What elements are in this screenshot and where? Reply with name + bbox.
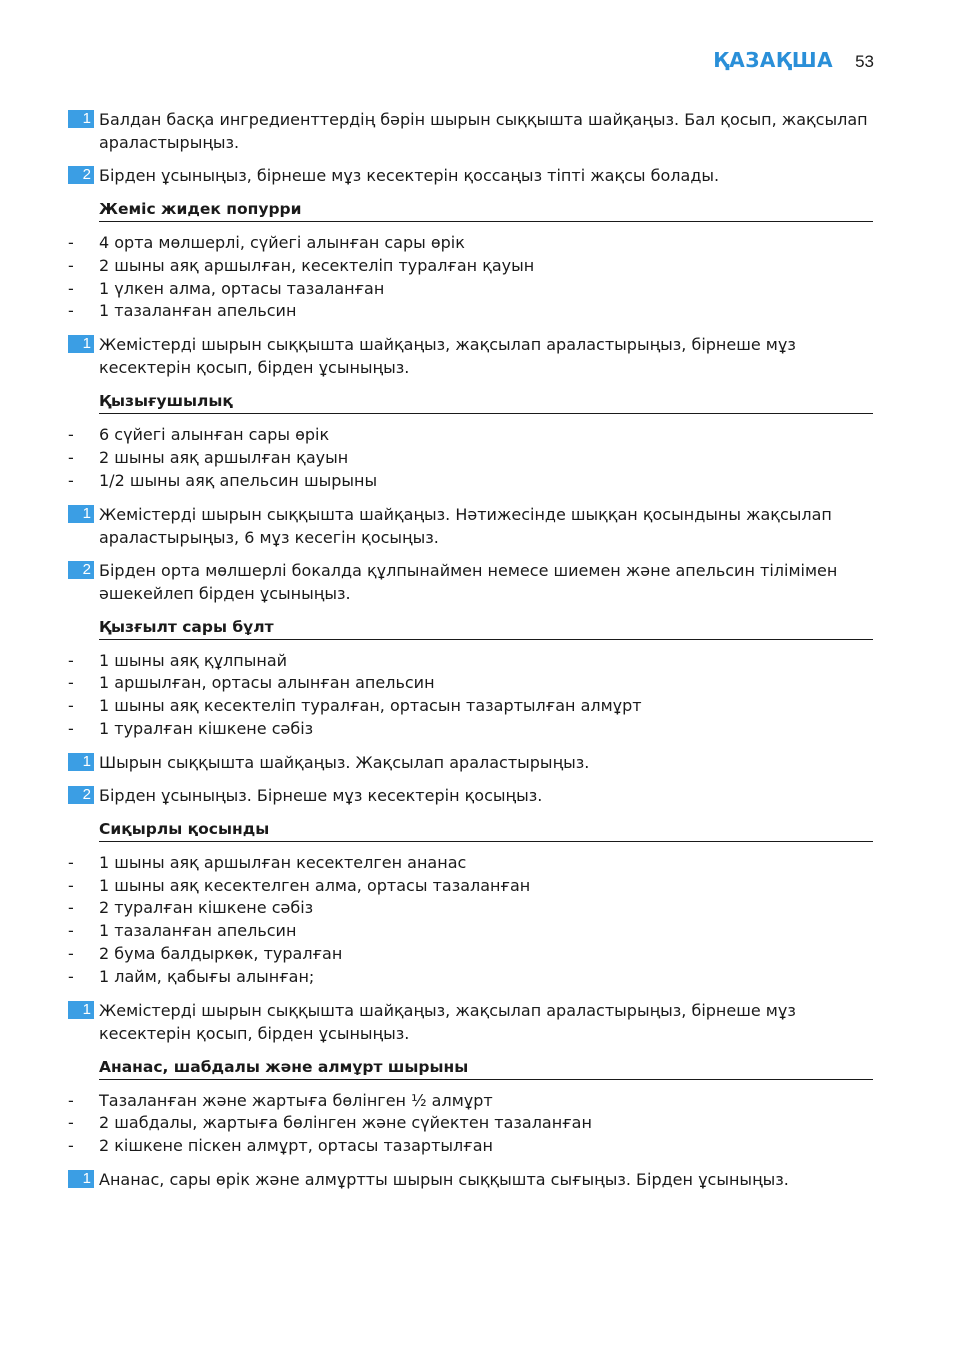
recipe-section (68, 817, 873, 1045)
step-text: Жемістерді шырын сыққышта шайқаңыз, жақсылап араластырыңыз, бірнеше мұз кесектерін қосып, бірден ұсыныңыз. (99, 335, 796, 378)
ingredient-item (68, 255, 873, 278)
ingredient-text: 1 үлкен алма, ортасы тазаланған (99, 278, 385, 298)
step-number-badge: 1 (68, 335, 94, 353)
list-dash: - (68, 1113, 74, 1133)
page-number: 53 (855, 52, 874, 71)
ingredient-text: Тазаланған және жартыға бөлінген ½ алмұрт (99, 1090, 493, 1110)
step-text: Бірден орта мөлшерлі бокалда құлпынаймен немесе шиемен және апельсин тілімімен әшекейлеп бірден ұсыныңыз. (99, 560, 838, 603)
recipe-section (68, 615, 873, 807)
list-dash: - (68, 696, 74, 716)
ingredient-item (68, 920, 873, 943)
ingredient-item (68, 650, 873, 673)
list-dash: - (68, 301, 74, 321)
ingredient-item (68, 1135, 873, 1158)
ingredient-item (68, 875, 873, 898)
ingredient-item (68, 897, 873, 920)
list-dash: - (68, 1136, 74, 1156)
list-dash: - (68, 921, 74, 941)
list-dash: - (68, 470, 74, 490)
step-item (68, 333, 873, 379)
step-text: Шырын сыққышта шайқаңыз. Жақсылап араластырыңыз. (99, 752, 590, 772)
ingredient-item (68, 1112, 873, 1135)
step-text: Ананас, сары өрік және алмұртты шырын сыққышта сығыңыз. Бірден ұсыныңыз. (99, 1169, 789, 1189)
ingredient-text: 2 кішкене піскен алмұрт, ортасы тазартылған (99, 1136, 493, 1156)
ingredient-item (68, 300, 873, 323)
ingredient-text: 1 тазаланған апельсин (99, 301, 297, 321)
step-item (68, 108, 873, 154)
ingredient-text: 2 шабдалы, жартыға бөлінген және сүйектен тазаланған (99, 1113, 592, 1133)
recipe-title: Ананас, шабдалы және алмұрт шырыны (99, 1055, 873, 1080)
step-number-badge: 2 (68, 786, 94, 804)
step-number-badge: 1 (68, 1001, 94, 1019)
recipe-section (68, 197, 873, 379)
ingredient-text: 1/2 шыны аяқ апельсин шырыны (99, 470, 378, 490)
ingredient-text: 1 шыны аяқ құлпынай (99, 650, 288, 670)
list-dash: - (68, 898, 74, 918)
step-text: Бірден ұсыныңыз. Бірнеше мұз кесектерін қосыңыз. (99, 785, 543, 805)
list-dash: - (68, 255, 74, 275)
page-header (713, 48, 874, 72)
recipe-title: Сиқырлы қосынды (99, 817, 873, 842)
ingredient-item (68, 695, 873, 718)
list-dash: - (68, 966, 74, 986)
step-item (68, 1168, 873, 1191)
step-text: Жемістерді шырын сыққышта шайқаңыз. Нәтижесінде шыққан қосындыны жақсылап араластырыңыз, 6 мұз кесегін қосыңыз. (99, 504, 832, 547)
ingredient-item (68, 966, 873, 989)
ingredient-text: 4 орта мөлшерлі, сүйегі алынған сары өрік (99, 233, 465, 252)
ingredient-text: 1 шыны аяқ кесектелген алма, ортасы тазаланған (99, 875, 531, 895)
list-dash: - (68, 425, 74, 445)
ingredient-list (68, 852, 873, 989)
step-text: Бірден ұсыныңыз, бірнеше мұз кесектерін қоссаңыз тіпті жақсы болады. (99, 166, 720, 185)
ingredient-text: 1 шыны аяқ аршылған кесектелген ананас (99, 852, 467, 872)
ingredient-list (68, 232, 873, 323)
step-number-badge: 2 (68, 561, 94, 579)
recipe-title: Жеміс жидек попурри (99, 197, 873, 222)
step-number-badge: 1 (68, 753, 94, 771)
step-number-badge: 1 (68, 505, 94, 523)
ingredient-list (68, 650, 873, 741)
ingredient-item (68, 278, 873, 301)
list-dash: - (68, 233, 74, 252)
ingredient-text: 1 тазаланған апельсин (99, 921, 297, 941)
list-dash: - (68, 447, 74, 467)
ingredient-text: 2 шыны аяқ аршылған қауын (99, 447, 349, 467)
recipe-title: Қызығушылық (99, 389, 873, 414)
recipe-section (68, 389, 873, 604)
step-item (68, 999, 873, 1045)
step-item (68, 503, 873, 549)
list-dash: - (68, 943, 74, 963)
ingredient-text: 2 шыны аяқ аршылған, кесектеліп туралған қауын (99, 255, 535, 275)
ingredient-item (68, 232, 873, 255)
recipe-title: Қызғылт сары бұлт (99, 615, 873, 640)
ingredient-item (68, 424, 873, 447)
step-item (68, 164, 873, 187)
ingredient-text: 1 туралған кішкене сәбіз (99, 718, 314, 738)
ingredient-item (68, 470, 873, 493)
ingredient-list (68, 424, 873, 492)
ingredient-item (68, 852, 873, 875)
ingredient-item (68, 447, 873, 470)
ingredient-item (68, 1090, 873, 1113)
ingredient-text: 1 аршылған, ортасы алынған апельсин (99, 673, 435, 693)
step-text: Жемістерді шырын сыққышта шайқаңыз, жақсылап араластырыңыз, бірнеше мұз кесектерін қосып, бірден ұсыныңыз. (99, 1000, 796, 1043)
list-dash: - (68, 673, 74, 693)
language-label: ҚАЗАҚША (713, 48, 834, 72)
step-item (68, 559, 873, 605)
step-number-badge: 1 (68, 110, 94, 128)
ingredient-item (68, 672, 873, 695)
page-content (68, 108, 873, 1201)
list-dash: - (68, 718, 74, 738)
list-dash: - (68, 875, 74, 895)
step-number-badge: 2 (68, 166, 94, 184)
recipe-section (68, 1055, 873, 1191)
step-number-badge: 1 (68, 1170, 94, 1188)
ingredient-text: 1 шыны аяқ кесектеліп туралған, ортасын тазартылған алмұрт (99, 696, 642, 716)
list-dash: - (68, 278, 74, 298)
step-text: Балдан басқа ингредиенттердің бәрін шырын сыққышта шайқаңыз. Бал қосып, жақсылап араластырыңыз. (99, 110, 868, 152)
ingredient-text: 6 сүйегі алынған сары өрік (99, 425, 330, 445)
ingredient-text: 2 бума балдыркөк, туралған (99, 943, 343, 963)
list-dash: - (68, 852, 74, 872)
list-dash: - (68, 650, 74, 670)
step-item (68, 784, 873, 807)
ingredient-item (68, 943, 873, 966)
step-item (68, 751, 873, 774)
ingredient-text: 2 туралған кішкене сәбіз (99, 898, 314, 918)
list-dash: - (68, 1090, 74, 1110)
ingredient-text: 1 лайм, қабығы алынған; (99, 966, 315, 986)
ingredient-item (68, 718, 873, 741)
ingredient-list (68, 1090, 873, 1158)
